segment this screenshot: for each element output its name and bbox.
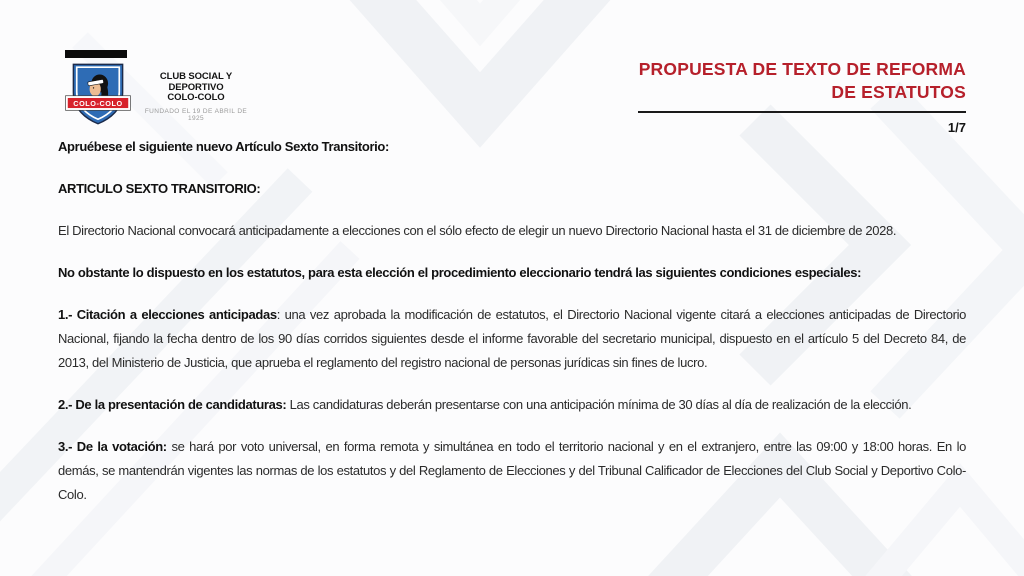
club-name-line1: CLUB SOCIAL Y DEPORTIVO bbox=[159, 71, 233, 93]
club-wordmark bbox=[138, 72, 254, 122]
title-block bbox=[546, 58, 966, 135]
page-title bbox=[546, 58, 966, 104]
article-heading: ARTICULO SEXTO TRANSITORIO: bbox=[58, 181, 261, 196]
club-crest-icon bbox=[70, 61, 126, 126]
title-divider bbox=[638, 111, 966, 113]
paragraph-directorio: El Directorio Nacional convocará anticipadamente a elecciones con el sólo efecto de elegir un nuevo Directorio Nacional hasta el 31 de diciembre de 2028. bbox=[58, 223, 897, 238]
item-3-text: se hará por voto universal, en forma remota y simultánea en todo el territorio nacional y en el extranjero, entre las 09:00 y 18:00 horas. En lo demás, se mantendrán vigentes las normas de los estatutos y del Reglamento de Elecciones y del Tribunal Calificador de Elecciones del Club Social y Deportivo Colo-Colo. bbox=[58, 439, 966, 502]
item-1-lead: 1.- Citación a elecciones anticipadas bbox=[58, 307, 277, 322]
club-logo bbox=[62, 50, 140, 134]
item-3-votacion bbox=[58, 435, 966, 507]
crest-banner-text: COLO-COLO bbox=[73, 99, 123, 109]
item-1-citacion bbox=[58, 303, 966, 375]
item-1-text: : una vez aprobada la modificación de estatutos, el Directorio Nacional vigente citará a elecciones anticipadas de Directorio Nacional, fijando la fecha dentro de los 90 días corridos siguientes desde el informe favorable del secretario municipal, dispuesto en el artículo 5 del Decreto 84, de 2013, del Ministerio de Justicia, que aprueba el reglamento del registro nacional de personas jurídicas sin fines de lucro. bbox=[58, 307, 966, 370]
club-founded-text: FUNDADO EL 19 DE ABRIL DE 1925 bbox=[144, 107, 248, 122]
item-2-text: Las candidaturas deberán presentarse con una anticipación mínima de 30 días al día de realización de la elección. bbox=[286, 397, 912, 412]
logo-top-bar bbox=[65, 50, 127, 58]
item-3-lead: 3.- De la votación: bbox=[58, 439, 167, 454]
document-body bbox=[58, 135, 966, 525]
intro-paragraph: Apruébese el siguiente nuevo Artículo Sexto Transitorio: bbox=[58, 139, 389, 154]
page-title-line2: DE ESTATUTOS bbox=[831, 82, 966, 102]
page-number: 1/7 bbox=[947, 120, 966, 135]
item-2-lead: 2.- De la presentación de candidaturas: bbox=[58, 397, 287, 412]
club-name-line2: COLO-COLO bbox=[167, 92, 225, 103]
paragraph-condiciones: No obstante lo dispuesto en los estatutos, para esta elección el procedimiento eleccionario tendrá las siguientes condiciones especiales: bbox=[58, 265, 862, 280]
item-2-candidaturas bbox=[58, 393, 966, 417]
page-title-line1: PROPUESTA DE TEXTO DE REFORMA bbox=[638, 59, 966, 79]
